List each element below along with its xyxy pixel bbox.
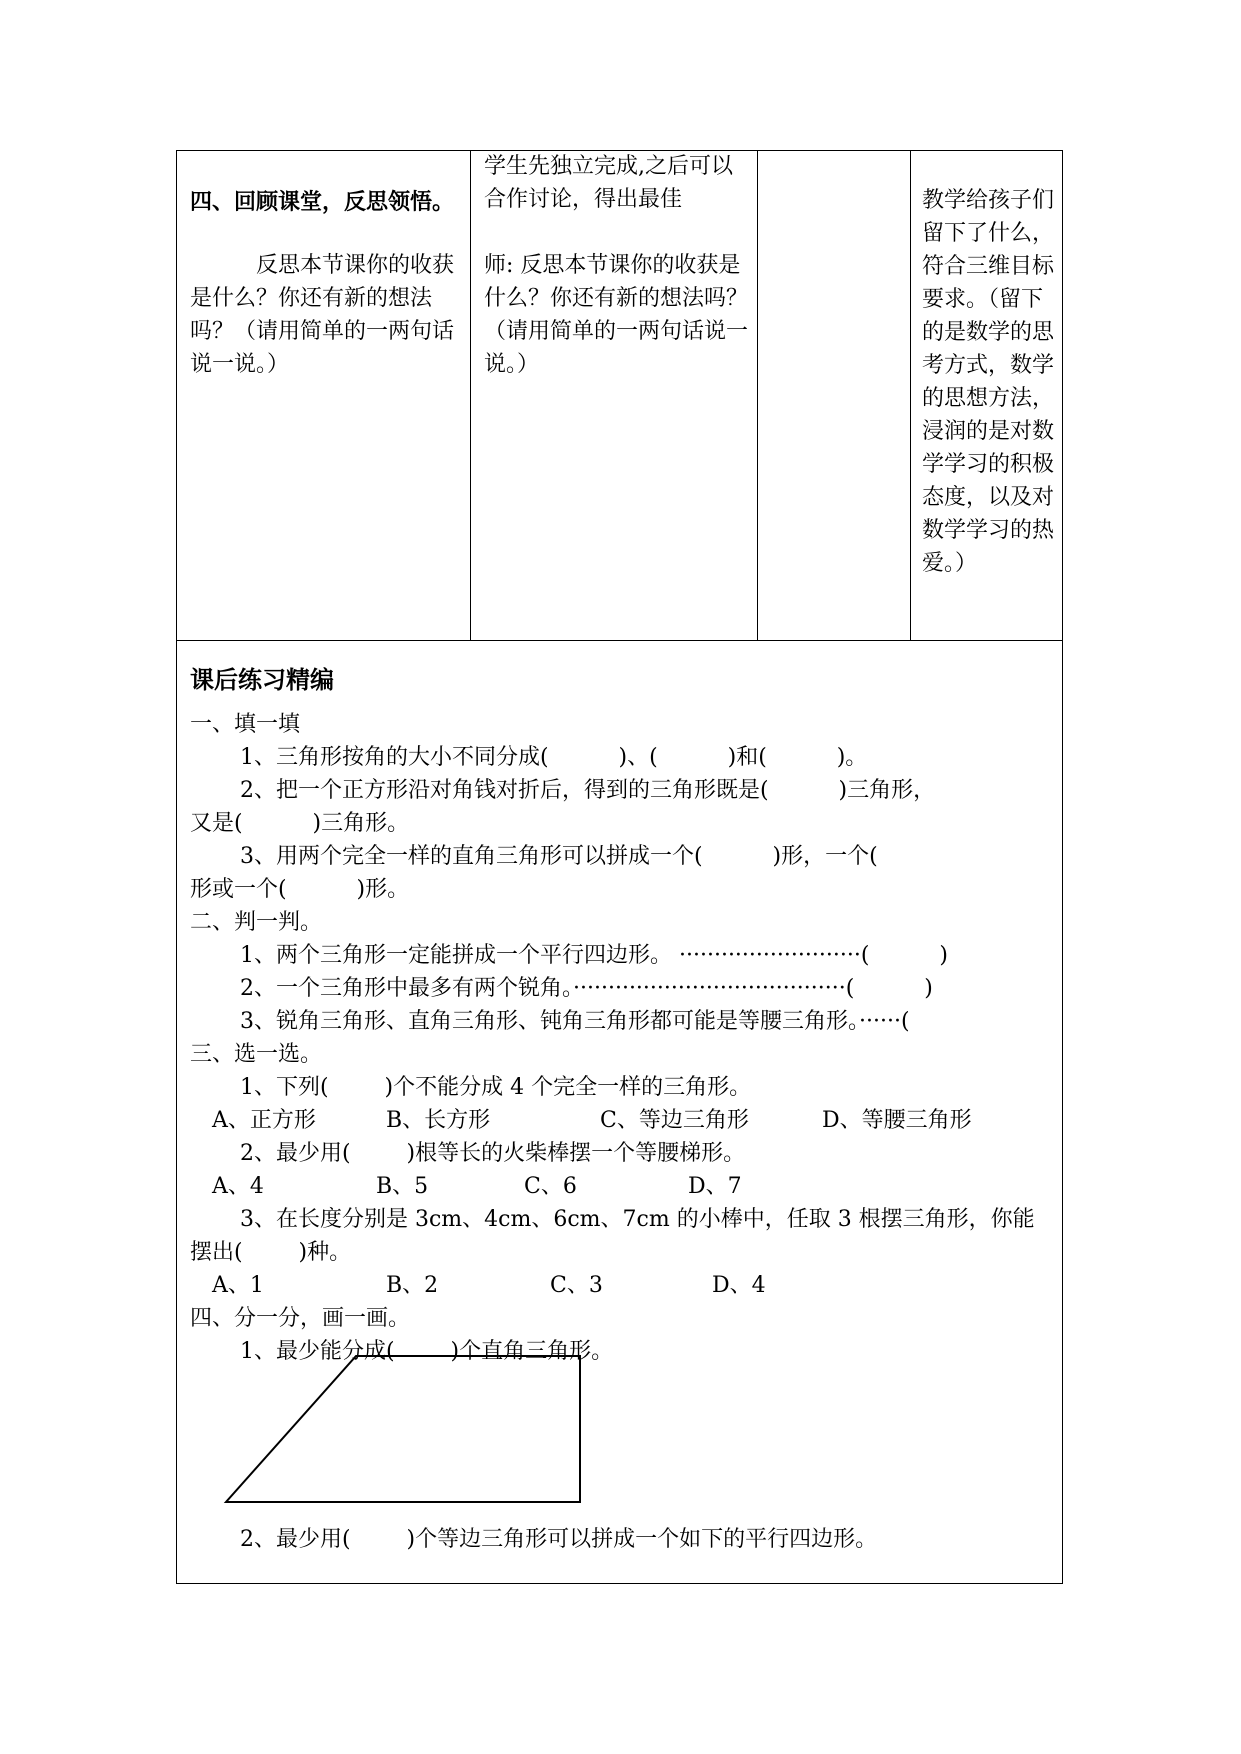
- question-text: 1、两个三角形一定能拼成一个平行四边形。 ··························( ): [240, 943, 948, 968]
- question-text: 2、一个三角形中最多有两个锐角。·······································( ): [240, 976, 933, 1001]
- choice-option: B、2: [386, 1273, 439, 1298]
- choice-option: D、7: [688, 1174, 742, 1199]
- choice-option: A、1: [212, 1273, 264, 1298]
- section-divide-draw: 四、分一分，画一画。: [190, 1306, 411, 1331]
- student-activity: 学生先独立完成,之后可以合作讨论，得出最佳: [484, 154, 733, 212]
- exercises-title: 课后练习精编: [190, 665, 334, 694]
- choice-option: B、5: [376, 1174, 429, 1199]
- question-text: 3、在长度分别是 3cm、4cm、6cm、7cm 的小棒中，任取 3 根摆三角形，你能: [240, 1207, 1035, 1232]
- choice-option: D、等腰三角形: [822, 1108, 972, 1133]
- question-text: 3、锐角三角形、直角三角形、钝角三角形都可能是等腰三角形。······(: [240, 1009, 910, 1034]
- choice-option: C、6: [524, 1174, 577, 1199]
- section-fill-blank: 一、填一填: [190, 712, 301, 737]
- section-true-false: 二、判一判。: [190, 910, 323, 935]
- question-text: 2、把一个正方形沿对角钱对折后，得到的三角形既是( )三角形，: [240, 778, 936, 803]
- choice-option: C、3: [550, 1273, 603, 1298]
- question-text: 形或一个( )形。: [190, 877, 410, 902]
- choice-option: B、长方形: [386, 1108, 491, 1133]
- teacher-prompt: 师: 反思本节课你的收获是什么？你还有新的想法吗？（请用简单的一两句话说一说。）: [484, 253, 749, 377]
- choice-option: A、正方形: [212, 1108, 316, 1133]
- question-text: 摆出( )种。: [190, 1240, 352, 1265]
- question-text: 1、下列( )个不能分成 4 个完全一样的三角形。: [240, 1075, 752, 1100]
- question-text: 2、最少用( )根等长的火柴棒摆一个等腰梯形。: [240, 1141, 746, 1166]
- question-text: 又是( )三角形。: [190, 811, 410, 836]
- choice-option: D、4: [712, 1273, 766, 1298]
- design-intent-note: 教学给孩子们留下了什么，符合三维目标要求。（留下的是数学的思考方式，数学的思想方法，浸润的是对数学学习的积极态度，以及对数学学习的热爱。）: [922, 188, 1055, 576]
- choice-option: C、等边三角形: [600, 1108, 749, 1133]
- question-text: 1、最少能分成( )个直角三角形。: [240, 1339, 614, 1364]
- section-multiple-choice: 三、选一选。: [190, 1042, 323, 1067]
- review-prompt: 反思本节课你的收获是什么？你还有新的想法吗？（请用简单的一两句话说一说。）: [190, 253, 455, 377]
- question-text: 1、三角形按角的大小不同分成( )、( )和( )。: [240, 745, 868, 770]
- question-text: 2、最少用( )个等边三角形可以拼成一个如下的平行四边形。: [240, 1527, 878, 1552]
- question-text: 3、用两个完全一样的直角三角形可以拼成一个( )形，一个(: [240, 844, 878, 869]
- review-heading: 四、回顾课堂，反思领悟。: [190, 189, 455, 215]
- choice-option: A、4: [212, 1174, 264, 1199]
